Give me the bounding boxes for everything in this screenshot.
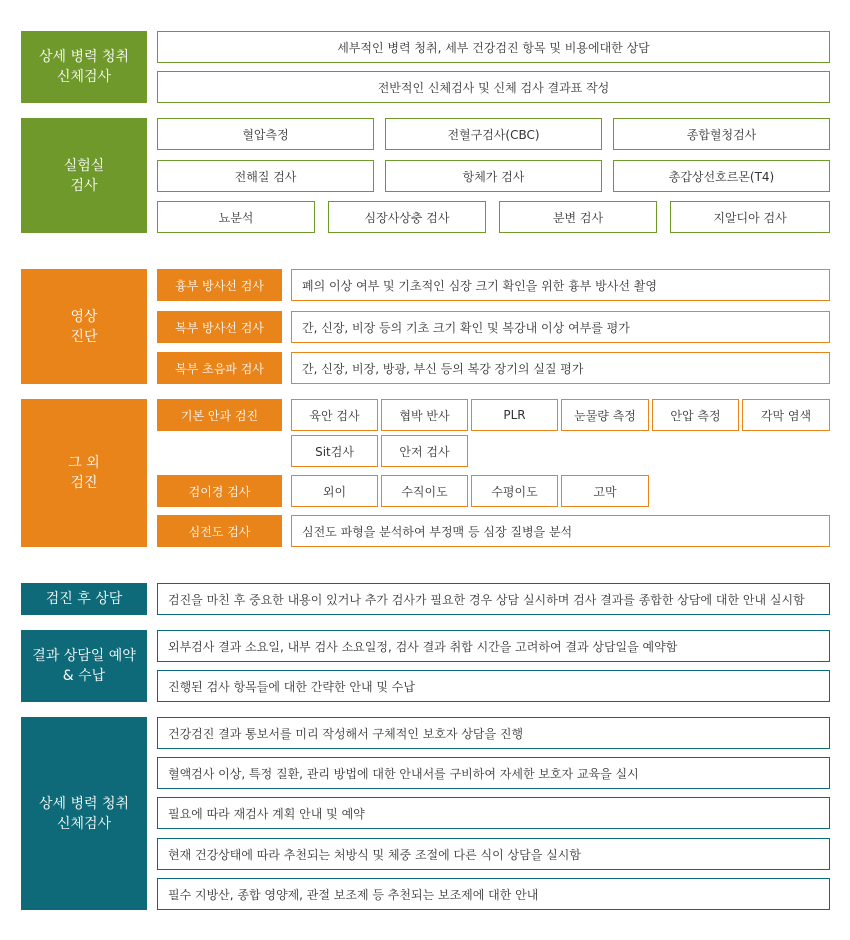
test-box: 전혈구검사(CBC) xyxy=(385,118,602,150)
test-box: 종합혈청검사 xyxy=(613,118,830,150)
test-box: 분변 검사 xyxy=(499,201,657,233)
test-box: 지알디아 검사 xyxy=(670,201,830,233)
imaging-desc: 폐의 이상 여부 및 기초적인 심장 크기 확인을 위한 흉부 방사선 촬영 xyxy=(291,269,830,301)
eye-test-box: 각막 염색 xyxy=(742,399,830,431)
imaging-name: 복부 방사선 검사 xyxy=(157,311,282,343)
section-label: 결과 상담일 예약 & 수납 xyxy=(21,630,147,702)
item-box: 필수 지방산, 종합 영양제, 관절 보조제 등 추천되는 보조제에 대한 안내 xyxy=(157,878,830,910)
otoscope-item-box: 고막 xyxy=(561,475,649,507)
item-box: 검진을 마친 후 중요한 내용이 있거나 추가 검사가 필요한 경우 상담 실시하며 검사 결과를 종합한 상담에 대한 안내 실시함 xyxy=(157,583,830,615)
section-label: 영상 진단 xyxy=(21,269,147,384)
section-label: 실험실 검사 xyxy=(21,118,147,233)
test-box: 총갑상선호르몬(T4) xyxy=(613,160,830,192)
test-box: 전해질 검사 xyxy=(157,160,374,192)
eye-test-box: Sit검사 xyxy=(291,435,378,467)
eye-test-box: PLR xyxy=(471,399,558,431)
item-box: 현재 건강상태에 따라 추천되는 처방식 및 체중 조절에 다른 식이 상담을 실시함 xyxy=(157,838,830,870)
imaging-name: 흉부 방사선 검사 xyxy=(157,269,282,301)
section-label: 검진 후 상담 xyxy=(21,583,147,615)
item-box: 세부적인 병력 청취, 세부 건강검진 항목 및 비용에대한 상담 xyxy=(157,31,830,63)
test-box: 뇨분석 xyxy=(157,201,315,233)
item-box: 외부검사 결과 소요일, 내부 검사 소요일정, 검사 결과 취합 시간을 고려하여 결과 상담일을 예약함 xyxy=(157,630,830,662)
imaging-name: 복부 초음파 검사 xyxy=(157,352,282,384)
test-box: 혈압측정 xyxy=(157,118,374,150)
eye-exam-name: 기본 안과 검진 xyxy=(157,399,282,431)
item-box: 전반적인 신체검사 및 신체 검사 결과표 작성 xyxy=(157,71,830,103)
test-box: 항체가 검사 xyxy=(385,160,602,192)
item-box: 진행된 검사 항목들에 대한 간략한 안내 및 수납 xyxy=(157,670,830,702)
eye-test-box: 안압 측정 xyxy=(652,399,739,431)
section-label: 그 외 검진 xyxy=(21,399,147,547)
otoscope-item-box: 수직이도 xyxy=(381,475,468,507)
eye-test-box: 안저 검사 xyxy=(381,435,468,467)
item-box: 혈액검사 이상, 특정 질환, 관리 방법에 대한 안내서를 구비하여 자세한 보호자 교육을 실시 xyxy=(157,757,830,789)
imaging-desc: 간, 신장, 비장, 방광, 부신 등의 복강 장기의 실질 평가 xyxy=(291,352,830,384)
section-label: 상세 병력 청취 신체검사 xyxy=(21,31,147,103)
otoscope-exam-name: 검이경 검사 xyxy=(157,475,282,507)
section-label: 상세 병력 청취 신체검사 xyxy=(21,717,147,910)
item-box: 건강검진 결과 통보서를 미리 작성해서 구체적인 보호자 상담을 진행 xyxy=(157,717,830,749)
otoscope-item-box: 외이 xyxy=(291,475,378,507)
ecg-desc: 심전도 파형을 분석하여 부정맥 등 심장 질병을 분석 xyxy=(291,515,830,547)
ecg-exam-name: 심전도 검사 xyxy=(157,515,282,547)
imaging-desc: 간, 신장, 비장 등의 기초 크기 확인 및 복강내 이상 여부를 평가 xyxy=(291,311,830,343)
test-box: 심장사상충 검사 xyxy=(328,201,486,233)
eye-test-box: 육안 검사 xyxy=(291,399,378,431)
item-box: 필요에 따라 재검사 계획 안내 및 예약 xyxy=(157,797,830,829)
otoscope-item-box: 수평이도 xyxy=(471,475,558,507)
eye-test-box: 협박 반사 xyxy=(381,399,468,431)
eye-test-box: 눈물량 측정 xyxy=(561,399,649,431)
